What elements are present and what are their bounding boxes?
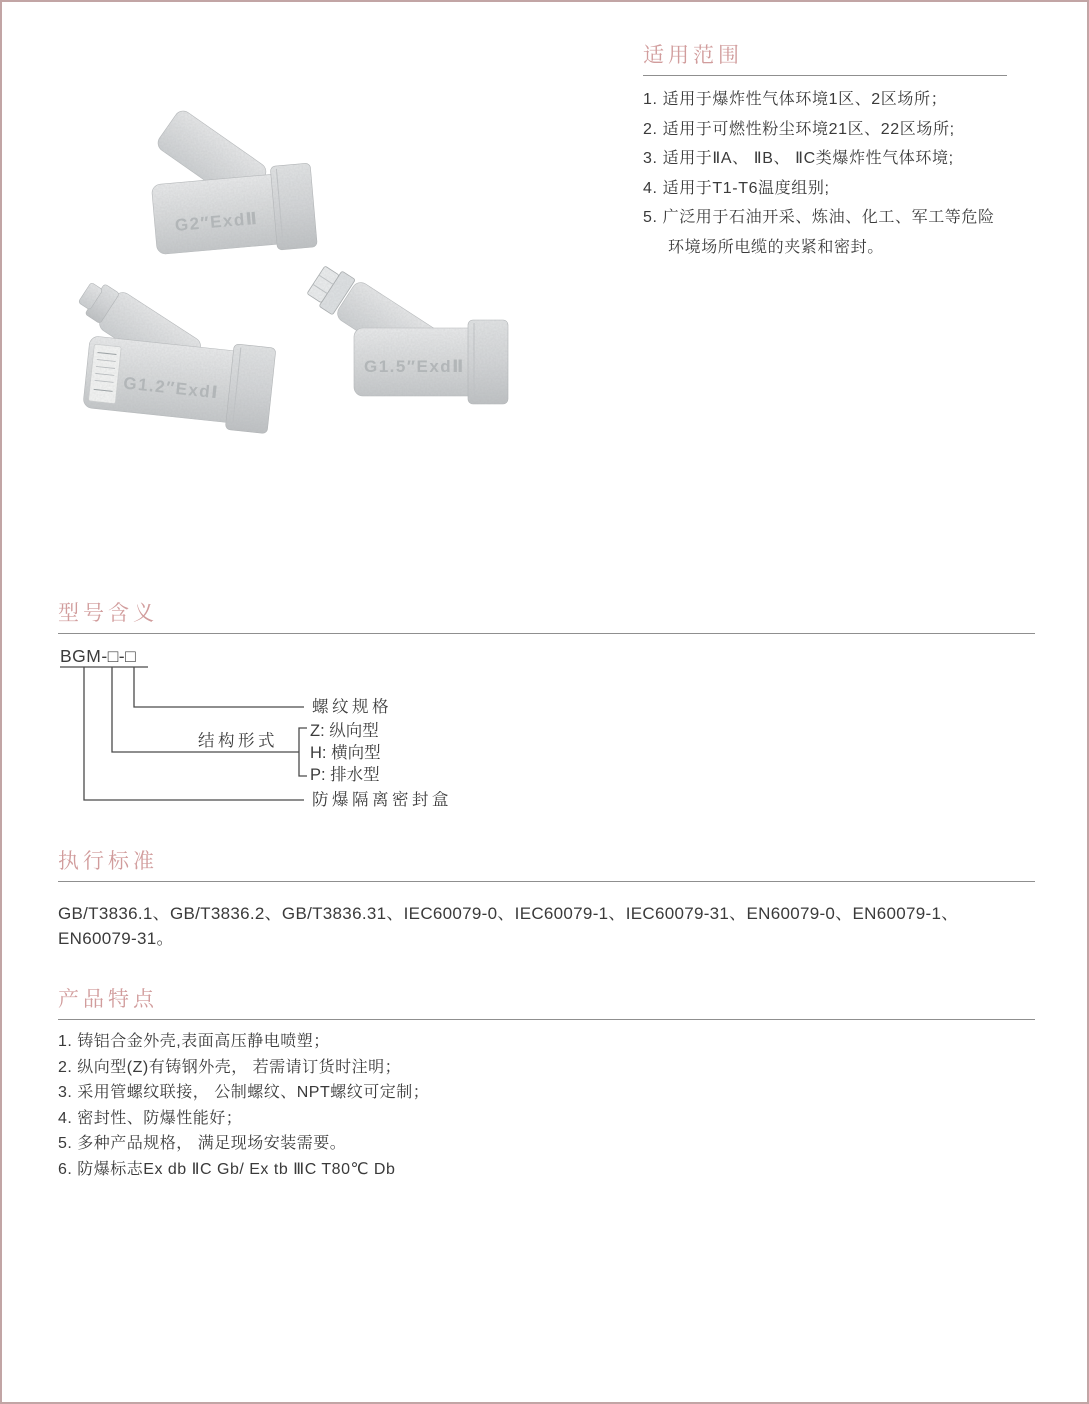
feature-item: 3. 采用管螺纹联接， 公制螺纹、NPT螺纹可定制；: [58, 1084, 430, 1101]
standards-divider: [58, 881, 1035, 882]
model-code-diagram: [58, 642, 1035, 817]
emboss-mark: G2″ExdⅡ: [174, 208, 260, 235]
product-photos: [62, 100, 562, 470]
section-model: [58, 602, 1035, 817]
model-title: 型号含义: [58, 602, 158, 625]
feature-item: 1. 铸铝合金外壳,表面高压静电喷塑；: [58, 1033, 330, 1050]
emboss-mark: G1.5″ExdⅡ: [364, 357, 465, 376]
standards-text: GB/T3836.1、GB/T3836.2、GB/T3836.31、IEC60079-0、IEC60079-1、IEC60079-31、EN60079-0、EN60079-1、EN60079-31。: [58, 904, 959, 948]
model-divider: [58, 633, 1035, 634]
feature-item: 6. 防爆标志Ex db ⅡC Gb/ Ex tb ⅢC T80℃ Db: [58, 1160, 396, 1178]
standards-title: 执行标准: [58, 850, 158, 873]
features-divider: [58, 1019, 1035, 1020]
section-standards: [58, 850, 1035, 949]
model-code: BGM-□-□: [60, 646, 137, 666]
scope-title: 适用范围: [643, 44, 743, 67]
features-list: [58, 1029, 1035, 1182]
structure-label: 结构形式: [198, 732, 278, 750]
product-photo-g12: [73, 274, 276, 434]
thread-label: 螺纹规格: [312, 698, 392, 716]
scope-item: 1. 适用于爆炸性气体环境1区、2区场所；: [643, 91, 948, 108]
product-photo-g15: [305, 260, 508, 404]
scope-item: 3. 适用于ⅡA、 ⅡB、 ⅡC类爆炸性气体环境;: [643, 150, 954, 168]
nameplate-label: [88, 344, 121, 404]
section-features: [58, 988, 1035, 1182]
feature-item: 4. 密封性、防爆性能好；: [58, 1109, 243, 1127]
feature-item: 2. 纵向型(Z)有铸钢外壳， 若需请订货时注明；: [58, 1058, 402, 1076]
scope-list: [643, 85, 1007, 263]
structure-option-z: Z: 纵向型: [310, 722, 379, 740]
scope-item: 2. 适用于可燃性粉尘环境21区、22区场所;: [643, 120, 955, 138]
emboss-mark: G1.2″ExdⅠ: [122, 373, 220, 403]
feature-item: 5. 多种产品规格， 满足现场安装需要。: [58, 1135, 347, 1152]
scope-divider: [643, 75, 1007, 76]
product-photo-g2: [151, 108, 318, 261]
features-title: 产品特点: [58, 988, 158, 1011]
scope-item: 4. 适用于T1-T6温度组别;: [643, 179, 830, 197]
product-name-label: 防爆隔离密封盒: [312, 791, 452, 809]
scope-item: 5. 广泛用于石油开采、炼油、化工、军工等危险环境场所电缆的夹紧和密封。: [643, 209, 995, 256]
structure-option-p: P: 排水型: [310, 766, 380, 784]
section-scope: [643, 44, 1007, 263]
structure-option-h: H: 横向型: [310, 744, 381, 762]
